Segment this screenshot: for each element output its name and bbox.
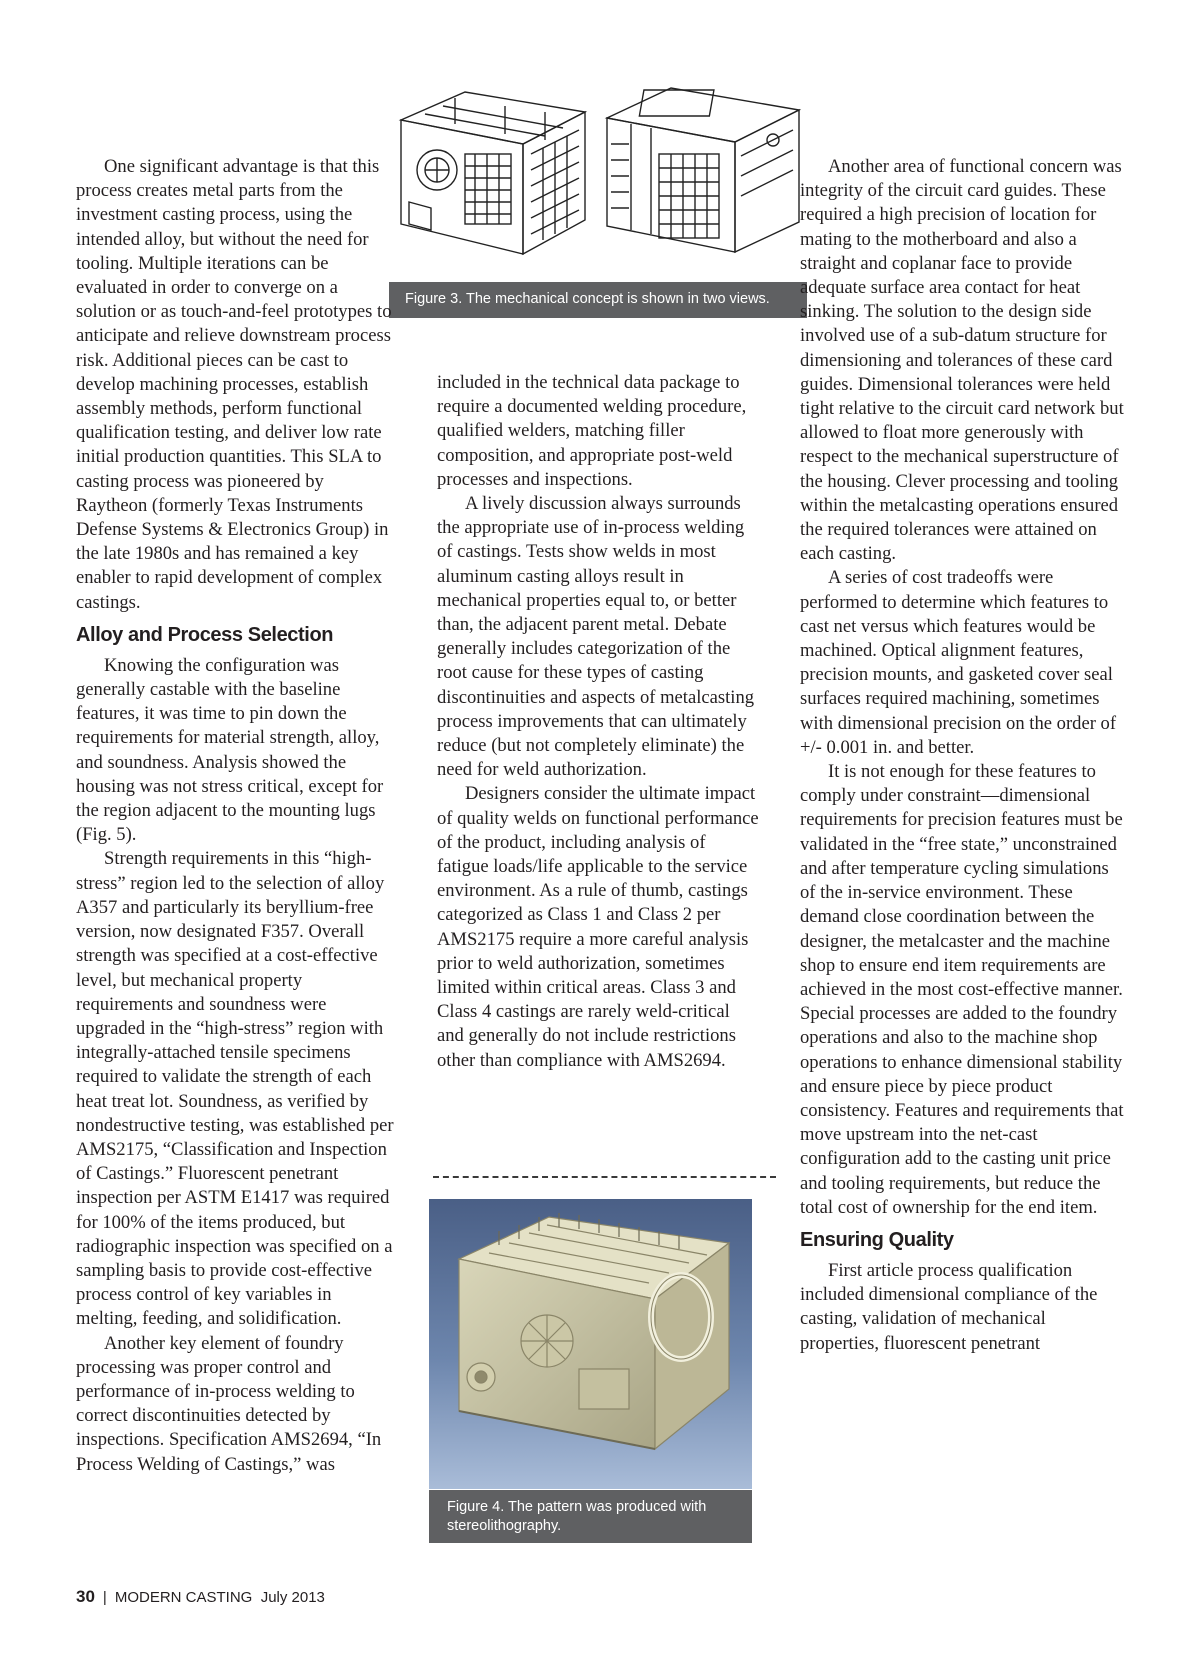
column-3: [800, 155, 1128, 1356]
paragraph: Knowing the configuration was generally castable with the baseline features, it was time to pin down the requirements for material strength, alloy, and soundness. Analysis showed the housing was not stress critical, except for the region adjacent to the mounting lugs (Fig. 5).: [76, 654, 384, 846]
dashed-divider: [433, 1176, 776, 1178]
column-2: [437, 371, 761, 1073]
issue-date: July 2013: [260, 1589, 325, 1606]
paragraph: Strength requirements in this “high-stress” region led to the selection of alloy A357 and particularly its beryllium-free version, now designated F357. Overall strength was specified at a cost-effective level, but mechanical property requirements and soundness were upgraded in the “high-stress” region with integrally-attached tensile specimens required to validate the strength of each heat treat lot. Soundness, as verified by nondestructive testing, was established per AMS2175, “Classification and Inspection of Castings.” Fluorescent penetrant inspection per ASTM E1417 was required for 100% of the items produced, but radiographic inspection was specified on a sampling basis to provide cost-effective process control of key variables in melting, feeding, and solidification.: [76, 848, 394, 1330]
paragraph: One significant advantage is that this process creates metal parts from the investment casting process, using the intended alloy, but without the need for tooling. Multiple iterations can be evaluated in order to converge on a solution or as touch-and-feel prototypes to anticipate and relieve downstream process risk. Additional pieces can be cast to develop machining processes, establish assembly methods, perform functional qualification testing, and deliver low rate initial production quantities. This SLA to casting process was pioneered by Raytheon (formerly Texas Instruments Defense Systems & Electronics Group) in the late 1980s and has remained a key enabler to rapid development of complex castings.: [76, 156, 392, 613]
figure-4-caption: Figure 4. The pattern was produced with stereolithography.: [429, 1490, 752, 1543]
left-view-housing: [401, 92, 585, 254]
paragraph: included in the technical data package to require a documented welding procedure, qualified welders, matching filler composition, and appropriate post-weld processes and inspections.: [437, 372, 747, 490]
figure-4-sla-pattern-photo: [429, 1199, 752, 1489]
paragraph: A lively discussion always surrounds the appropriate use of in-process welding of castings. Tests show welds in most aluminum casting alloys result in mechanical properties equal to, or better than, the adjacent parent metal. Debate generally includes categorization of the root cause for these types of casting discontinuities and aspects of metalcasting process improvements that can ultimately reduce (but not completely eliminate) the need for weld authorization.: [437, 493, 755, 781]
paragraph: Another key element of foundry processing was proper control and performance of in-process welding to correct discontinuities detected by inspections. Specification AMS2694, “In Process Welding of Castings,” was: [76, 1332, 382, 1475]
column-1: [76, 155, 394, 1477]
paragraph: A series of cost tradeoffs were performed to determine which features to cast net versus which features would be machined. Optical alignment features, precision mounts, and gasketed cover seal surfaces required machining, sometimes with dimensional precision on the order of +/- 0.001 in. and better.: [800, 567, 1117, 758]
right-view-housing: [607, 84, 799, 252]
figure-3-mechanical-concept-drawing: [395, 84, 805, 280]
paragraph: First article process qualification included dimensional compliance of the casting, validation of mechanical properties, fluorescent penetrant: [800, 1259, 1098, 1354]
paragraph: Another area of functional concern was integrity of the circuit card guides. These required a high precision of location for mating to the motherboard and also a straight and coplanar face to provide adequate surface area contact for heat sinking. The solution to the design side involved use of a sub-datum structure for dimensioning and tolerances of these card guides. Dimensional tolerances were held tight relative to the circuit card network but allowed to float more generously with respect to the mechanical superstructure of the housing. Clever processing and tooling within the metalcasting operations ensured the required tolerances were attained on each casting.: [800, 156, 1124, 565]
section-heading-alloy-process-selection: Alloy and Process Selection: [76, 623, 334, 646]
publication-name: MODERN CASTING: [114, 1589, 253, 1606]
paragraph: Designers consider the ultimate impact of quality welds on functional performance of the product, including analysis of fatigue loads/life applicable to the service environment. As a rule of thumb, castings categorized as Class 1 and Class 2 per AMS2175 require a more careful analysis prior to weld authorization, sometimes limited within critical areas. Class 3 and Class 4 castings are rarely weld-critical and generally do not include restrictions other than compliance with AMS2694.: [437, 783, 759, 1071]
footer-separator: |: [102, 1589, 107, 1606]
paragraph: It is not enough for these features to comply under constraint—dimensional requirements for precision features must be validated in the “free state,” unconstrained and after temperature cycling simulations of the in-service environment. These demand close coordination between the designer, the metalcaster and the machine shop to ensure end item requirements are achieved in the most cost-effective manner. Special processes are added to the foundry operations and also to the machine shop operations to enhance dimensional stability and ensure piece by piece product consistency. Features and requirements that move upstream into the net-cast configuration add to the casting unit price and tooling requirements, but reduce the total cost of ownership for the end item.: [800, 761, 1124, 1218]
figure-3-caption: Figure 3. The mechanical concept is shown in two views.: [389, 282, 807, 318]
page-number: 30: [76, 1587, 95, 1606]
section-heading-ensuring-quality: Ensuring Quality: [800, 1228, 954, 1251]
page-footer: [76, 1587, 325, 1607]
